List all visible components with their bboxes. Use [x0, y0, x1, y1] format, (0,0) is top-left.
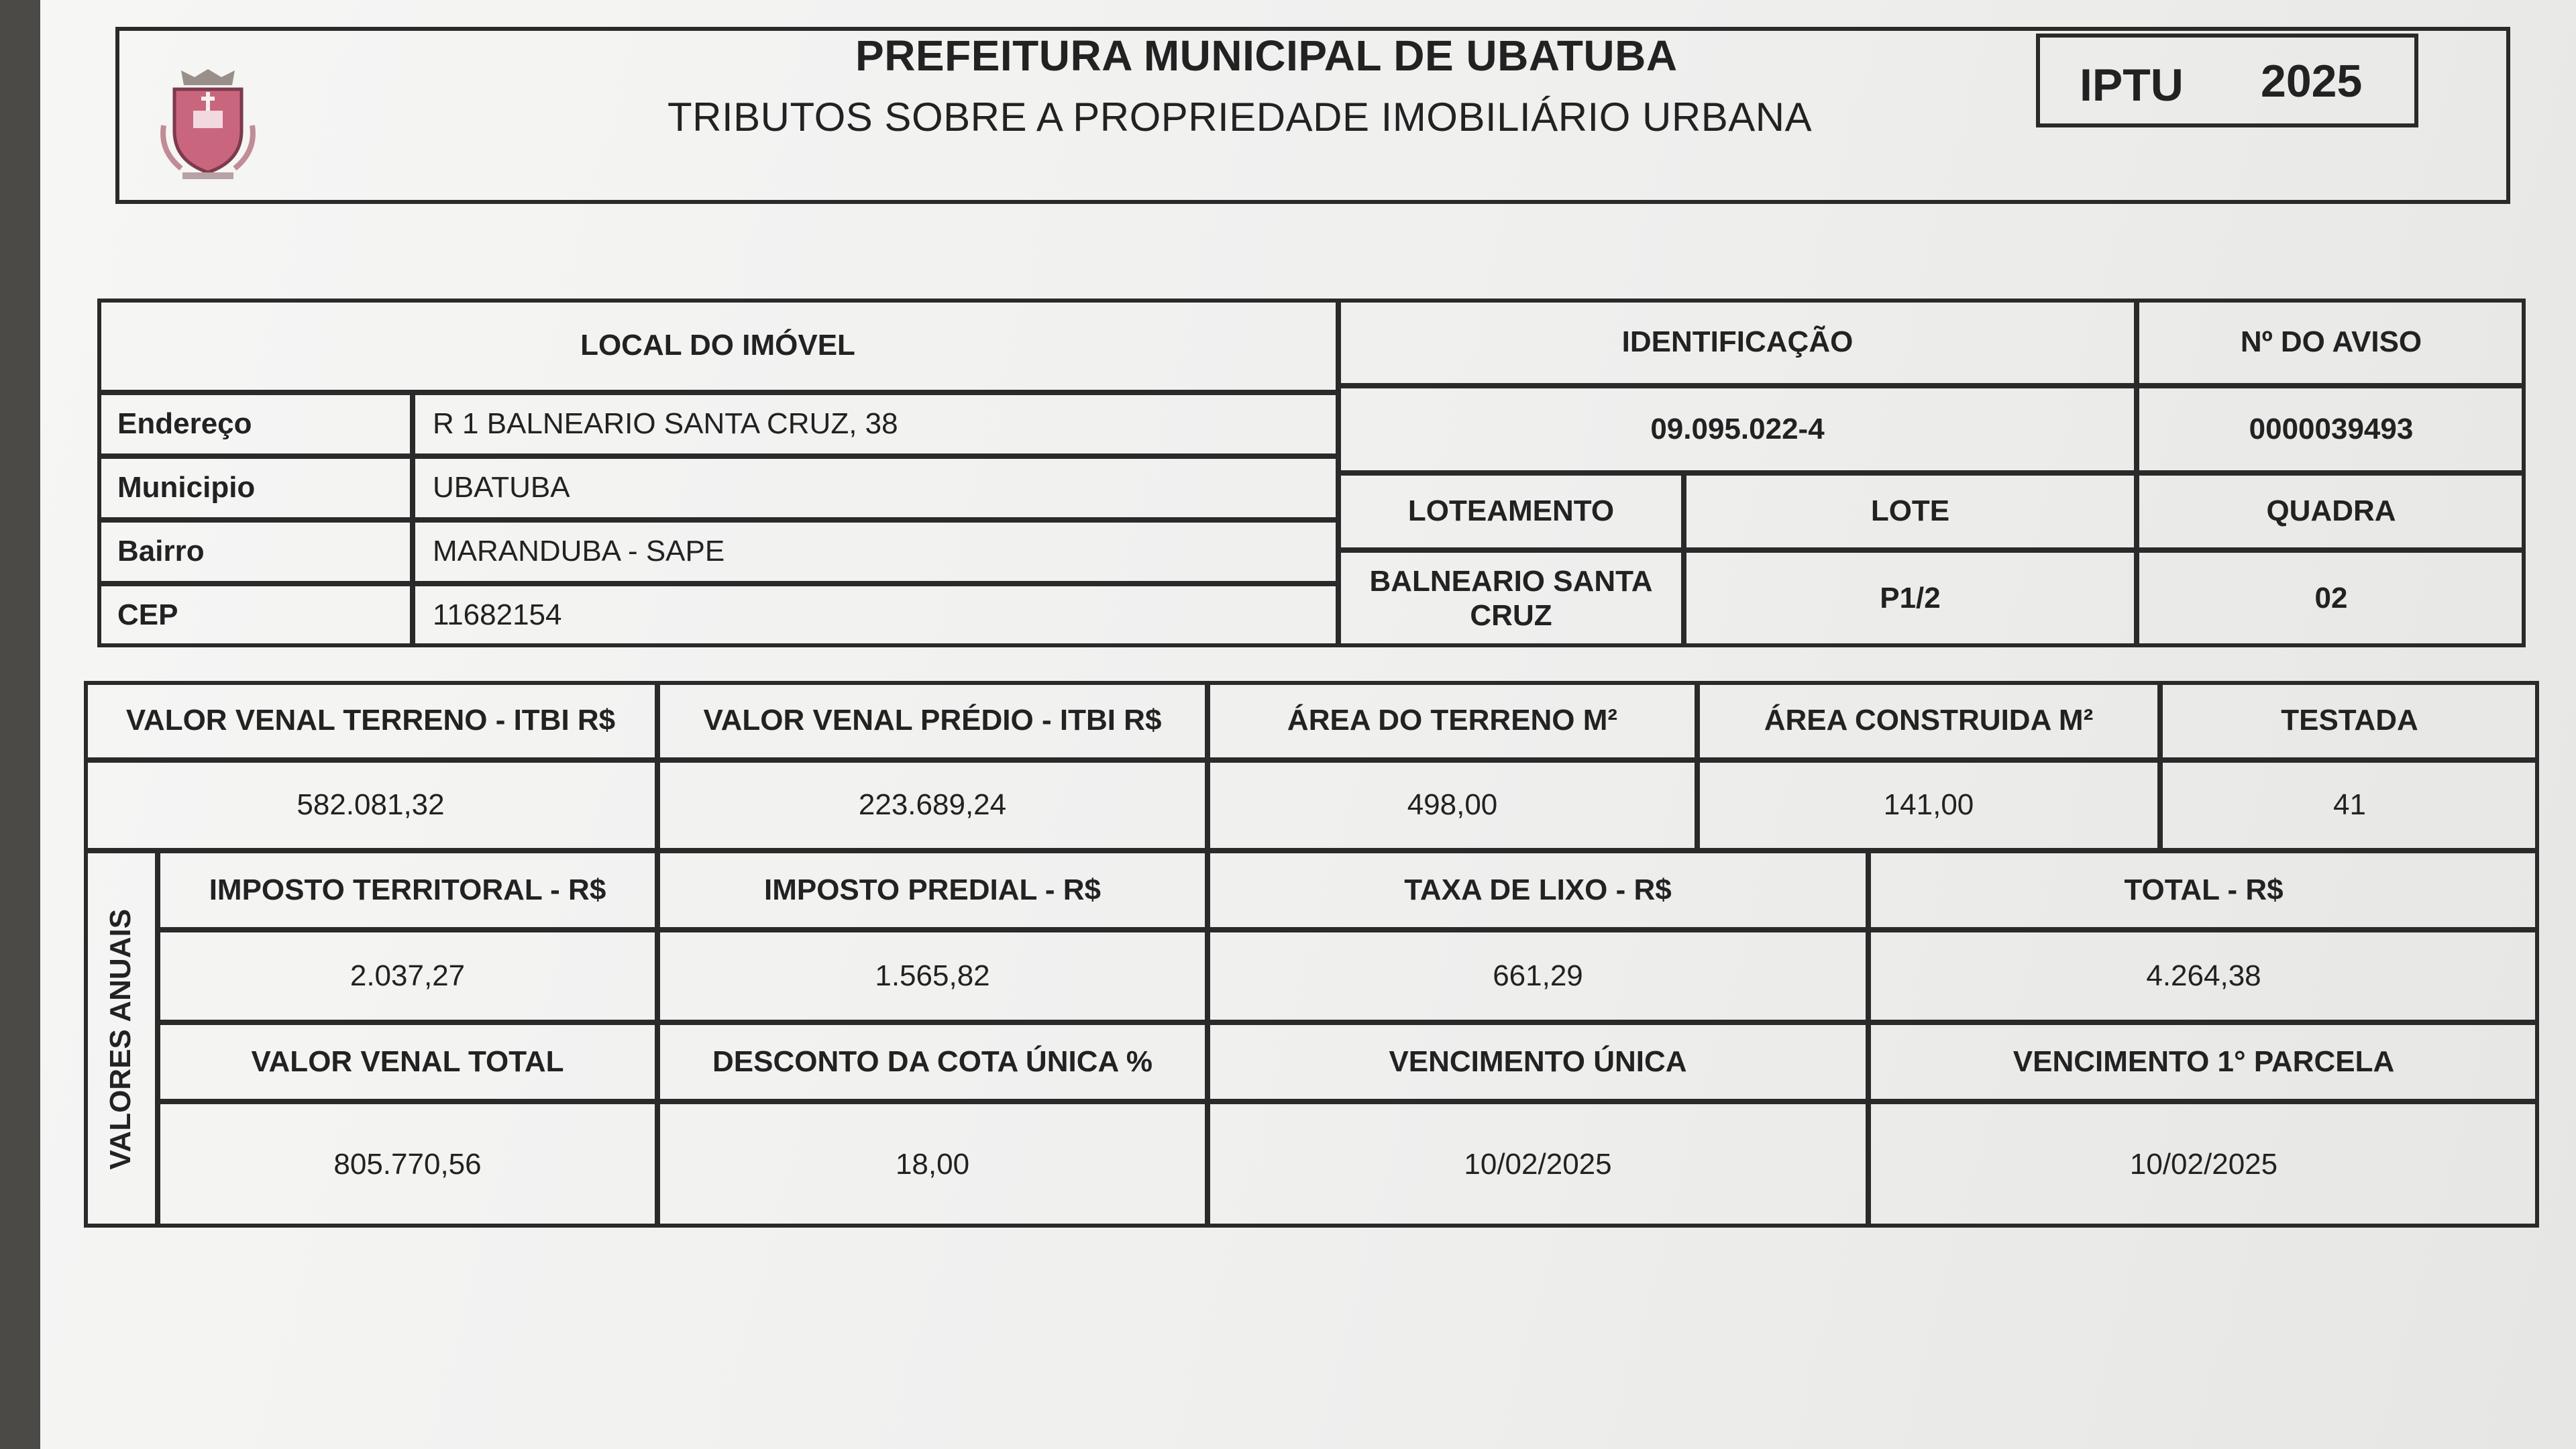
local-title: LOCAL DO IMÓVEL	[97, 299, 1338, 392]
total-label: TOTAL - R$	[1868, 851, 2539, 930]
loteamento-value: BALNEARIO SANTA CRUZ	[1338, 550, 1684, 647]
valores-anuais-label-cell	[84, 851, 158, 1228]
taxa-lixo-value: 661,29	[1208, 930, 1868, 1022]
identificacao-label: IDENTIFICAÇÃO	[1338, 299, 2137, 386]
desconto-cota-unica-label: DESCONTO DA COTA ÚNICA %	[657, 1022, 1208, 1102]
value-cep: 11682154	[413, 584, 1338, 647]
quadra-label: QUADRA	[2137, 473, 2526, 550]
coat-of-arms-emblem	[141, 50, 275, 184]
valor-venal-predio-value: 223.689,24	[657, 760, 1208, 851]
testada-label: TESTADA	[2160, 681, 2539, 760]
header-title: PREFEITURA MUNICIPAL DE UBATUBA	[855, 32, 1678, 80]
desconto-cota-unica-value: 18,00	[657, 1102, 1208, 1228]
total-value: 4.264,38	[1868, 930, 2539, 1022]
valor-venal-terreno-value: 582.081,32	[84, 760, 657, 851]
vencimento-unica-label: VENCIMENTO ÚNICA	[1208, 1022, 1868, 1102]
loteamento-label: LOTEAMENTO	[1338, 473, 1684, 550]
valor-venal-predio-label: VALOR VENAL PRÉDIO - ITBI R$	[657, 681, 1208, 760]
vencimento-unica-value: 10/02/2025	[1208, 1102, 1868, 1228]
taxa-lixo-label: TAXA DE LIXO - R$	[1208, 851, 1868, 930]
testada-value: 41	[2160, 760, 2539, 851]
label-bairro: Bairro	[97, 520, 413, 584]
label-cep: CEP	[97, 584, 413, 647]
value-municipio: UBATUBA	[413, 456, 1338, 520]
imposto-territorial-label: IMPOSTO TERRITORAL - R$	[158, 851, 657, 930]
iptu-year: 2025	[2261, 56, 2363, 107]
area-construida-value: 141,00	[1697, 760, 2160, 851]
header-subtitle: TRIBUTOS SOBRE A PROPRIEDADE IMOBILIÁRIO URBANA	[667, 95, 1813, 140]
label-endereco: Endereço	[97, 392, 413, 456]
area-construida-label: ÁREA CONSTRUIDA M²	[1697, 681, 2160, 760]
valor-venal-terreno-label: VALOR VENAL TERRENO - ITBI R$	[84, 681, 657, 760]
value-endereco: R 1 BALNEARIO SANTA CRUZ, 38	[413, 392, 1338, 456]
lote-label: LOTE	[1684, 473, 2137, 550]
label-municipio: Municipio	[97, 456, 413, 520]
aviso-value: 0000039493	[2137, 386, 2526, 473]
iptu-label: IPTU	[2080, 60, 2184, 111]
valor-venal-total-value: 805.770,56	[158, 1102, 657, 1228]
identificacao-value: 09.095.022-4	[1338, 386, 2137, 473]
area-terreno-value: 498,00	[1208, 760, 1697, 851]
aviso-label: Nº DO AVISO	[2137, 299, 2526, 386]
vencimento-1-parcela-value: 10/02/2025	[1868, 1102, 2539, 1228]
lote-value: P1/2	[1684, 550, 2137, 647]
area-terreno-label: ÁREA DO TERRENO M²	[1208, 681, 1697, 760]
valor-venal-total-label: VALOR VENAL TOTAL	[158, 1022, 657, 1102]
vencimento-1-parcela-label: VENCIMENTO 1° PARCELA	[1868, 1022, 2539, 1102]
imposto-territorial-value: 2.037,27	[158, 930, 657, 1022]
imposto-predial-label: IMPOSTO PREDIAL - R$	[657, 851, 1208, 930]
value-bairro: MARANDUBA - SAPE	[413, 520, 1338, 584]
imposto-predial-value: 1.565,82	[657, 930, 1208, 1022]
document-page	[40, 0, 2576, 1449]
quadra-value: 02	[2137, 550, 2526, 647]
valores-anuais-label: VALORES ANUAIS	[103, 908, 137, 1170]
